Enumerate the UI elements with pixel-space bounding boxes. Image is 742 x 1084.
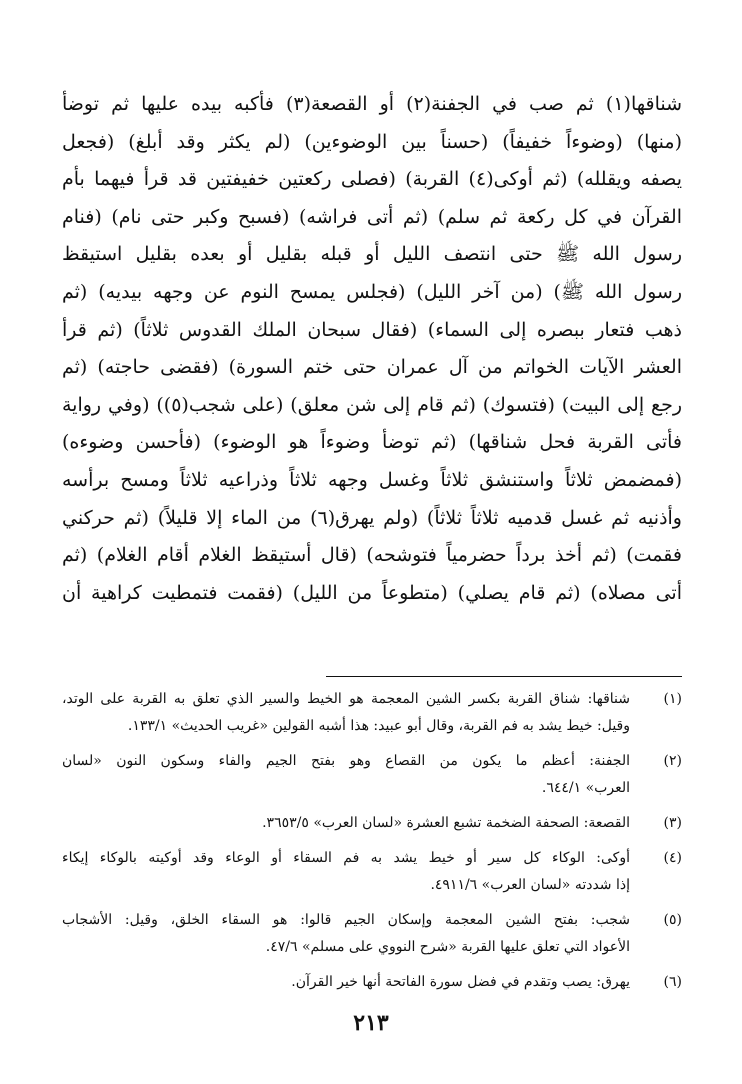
footnote-number: (٢) bbox=[663, 753, 682, 769]
text-line: رجع إلى البيت) (فتسوك) (ثم قام إلى شن معلق) (على شجب(٥)) (وفي رواية bbox=[62, 393, 682, 416]
text-line: رسول الله ﷺ) (من آخر الليل) (فجلس يمسح النوم عن وجهه بيديه) (ثم bbox=[62, 280, 682, 303]
footnote-4 bbox=[62, 845, 682, 899]
footnote-text: يهرق: يصب وتقدم في فضل سورة الفاتحة أنها خير القرآن. bbox=[291, 974, 630, 990]
footnote-text: أوكى: الوكاء كل سير أو خيط يشد به فم السقاء أو الوعاء وقد أوكيته بالوكاء إيكاء bbox=[62, 850, 630, 866]
footnote-text: وقيل: خيط يشد به فم القربة، وقال أبو عبيد: هذا أشبه القولين «غريب الحديث» ١٣٣/١. bbox=[127, 718, 630, 734]
page-number: ٢١٣ bbox=[353, 1010, 389, 1036]
footnotes bbox=[62, 686, 682, 1004]
footnote-number: (٥) bbox=[663, 912, 682, 928]
text-line: وأذنيه ثم غسل قدميه ثلاثاً ثلاثاً) (ولم يهرق(٦) من الماء إلا قليلاً) (ثم حركني bbox=[62, 506, 682, 529]
text-line: فأتى القربة فحل شناقها) (ثم توضأ وضوءاً هو الوضوء) (فأحسن وضوءه) bbox=[62, 431, 682, 454]
text-line: ذهب فتعار ببصره إلى السماء) (فقال سبحان الملك القدوس ثلاثاً) (ثم قرأ bbox=[62, 318, 682, 341]
text-line: شناقها(١) ثم صب في الجفنة(٢) أو القصعة(٣) فأكبه بيده عليها ثم توضأ bbox=[62, 93, 682, 115]
footnote-5 bbox=[62, 907, 682, 961]
text-line: فقمت) (ثم أخذ برداً حضرمياً فتوشحه) (قال أستيقظ الغلام أقام الغلام) (ثم bbox=[62, 544, 682, 567]
footnote-text: العرب» ٦٤٤/١. bbox=[541, 780, 630, 796]
footnote-text: إذا شددته «لسان العرب» ٤٩١١/٦. bbox=[430, 877, 630, 893]
footnote-2 bbox=[62, 748, 682, 802]
footnote-1 bbox=[62, 686, 682, 740]
footnote-3 bbox=[62, 810, 682, 837]
text-line: العشر الآيات الخواتم من آل عمران حتى ختم السورة) (فقضى حاجته) (ثم bbox=[62, 356, 682, 379]
footnote-6 bbox=[62, 969, 682, 996]
footnote-text: شناقها: شناق القربة بكسر الشين المعجمة هو الخيط والسير الذي تعلق به القربة على الوتد، bbox=[62, 691, 630, 707]
text-line: رسول الله ﷺ حتى انتصف الليل أو قبله بقليل أو بعده بقليل استيقظ bbox=[62, 243, 682, 266]
footnote-text: الأعواد التي تعلق عليها القربة «شرح النووي على مسلم» ٤٧/٦. bbox=[265, 939, 630, 955]
footnote-divider bbox=[326, 676, 682, 677]
footnote-text: القصعة: الصحفة الضخمة تشبع العشرة «لسان العرب» ٣٦٥٣/٥. bbox=[262, 815, 630, 831]
footnote-text: الجفنة: أعظم ما يكون من القصاع وهو بفتح الجيم والفاء وسكون النون «لسان bbox=[62, 753, 630, 769]
footnote-text: شجب: بفتح الشين المعجمة وإسكان الجيم قالوا: هو السقاء الخلق، وقيل: الأشجاب bbox=[62, 912, 630, 928]
main-text bbox=[62, 86, 682, 612]
text-line: يصفه ويقلله) (ثم أوكى(٤) القربة) (فصلى ركعتين خفيفتين قد قرأ فيهما بأم bbox=[62, 168, 682, 191]
footnote-number: (٤) bbox=[663, 850, 682, 866]
footnote-number: (٦) bbox=[663, 974, 682, 990]
footnote-number: (١) bbox=[663, 691, 682, 707]
text-line: القرآن في كل ركعة ثم سلم) (ثم أتى فراشه) (فسبح وكبر حتى نام) (فنام bbox=[62, 205, 682, 228]
text-line: أتى مصلاه) (ثم قام يصلي) (متطوعاً من الليل) (فقمت فتمطيت كراهية أن bbox=[62, 581, 682, 604]
footnote-number: (٣) bbox=[663, 815, 682, 831]
text-line: (فمضمض ثلاثاً واستنشق ثلاثاً وغسل وجهه ثلاثاً وذراعيه ثلاثاً ومسح برأسه bbox=[62, 468, 682, 491]
text-line: (منها) (وضوءاً خفيفاً) (حسناً بين الوضوءين) (لم يكثر وقد أبلغ) (فجعل bbox=[62, 130, 682, 153]
